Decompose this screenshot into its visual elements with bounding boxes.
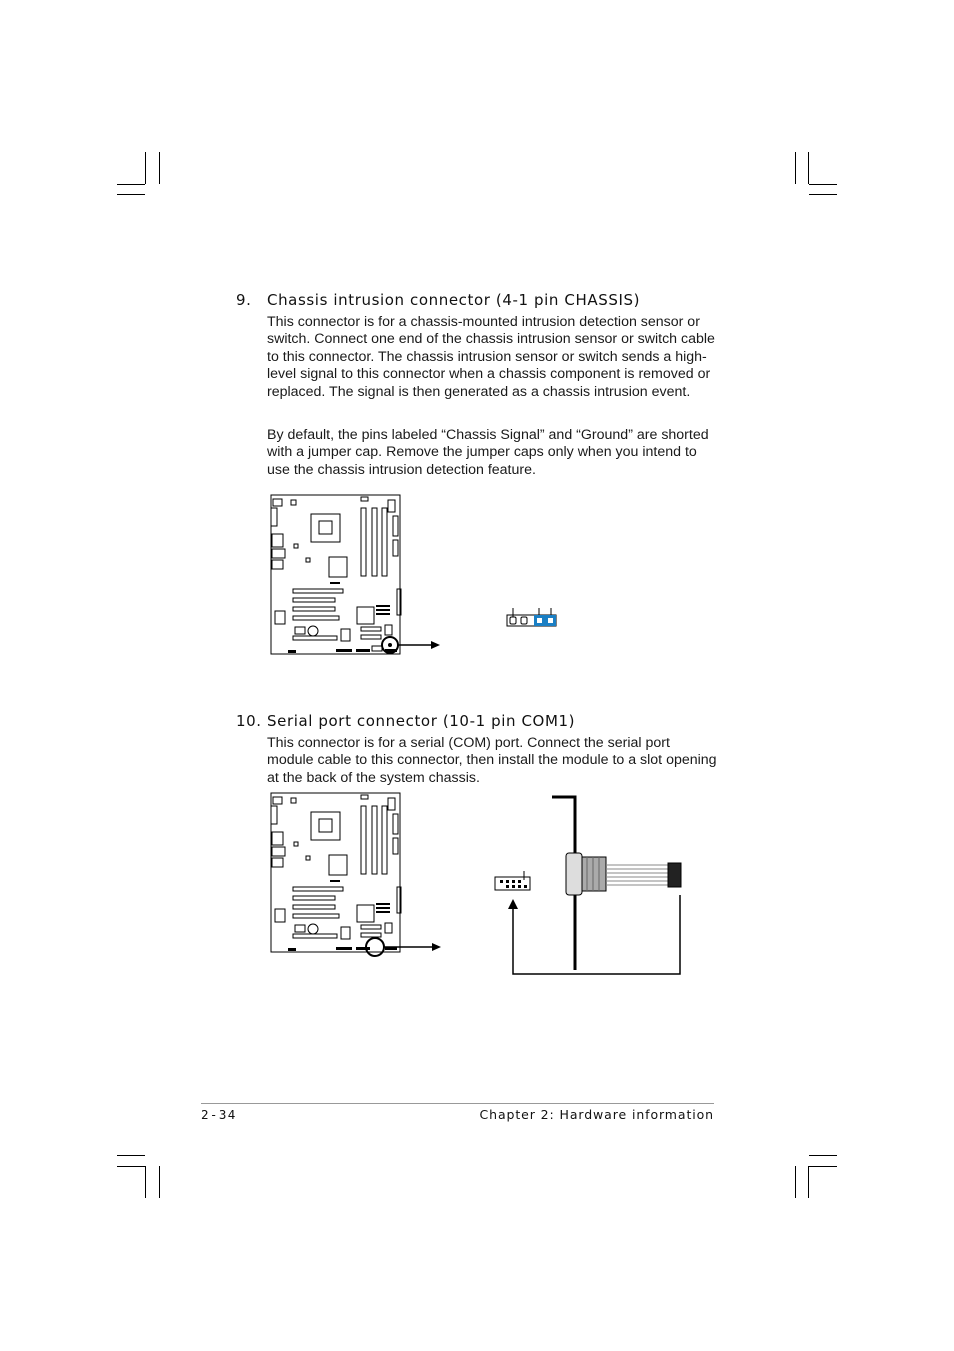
section9-paragraph2: By default, the pins labeled “Chassis Signal” and “Ground” are shorted with a jumper cap. Remove the jumper caps only when you intend to use the chassis intrusion detection feature. [267, 427, 709, 478]
chassis-jumper-pins [506, 606, 558, 630]
chassis-motherboard-diagram [268, 494, 448, 658]
com1-motherboard-diagram [268, 792, 448, 962]
section9-number: 9. [236, 291, 252, 309]
com1-serial-module [490, 795, 690, 977]
section10-paragraph1: This connector is for a serial (COM) port. Connect the serial port module cable to this connector, then install the module to a slot opening at the back of the system chassis. [267, 735, 717, 786]
section9-title: Chassis intrusion connector (4-1 pin CHASSIS) [267, 291, 641, 309]
chapter-title: Chapter 2: Hardware information [479, 1107, 714, 1122]
section10-heading [236, 712, 575, 730]
section10-title: Serial port connector (10-1 pin COM1) [267, 712, 576, 730]
section9-heading [236, 291, 640, 309]
footer-rule [201, 1103, 714, 1104]
page-number: 2-34 [201, 1107, 237, 1122]
section10-number: 10. [236, 712, 262, 730]
section9-paragraph1: This connector is for a chassis-mounted intrusion detection sensor or switch. Connect one end of the chassis intrusion sensor or switch cable to this connector. The chassis intrusion sensor or switch sends a high-level signal to this connector when a chassis component is removed or replaced. The signal is then generated as a chassis intrusion event. [267, 314, 715, 400]
